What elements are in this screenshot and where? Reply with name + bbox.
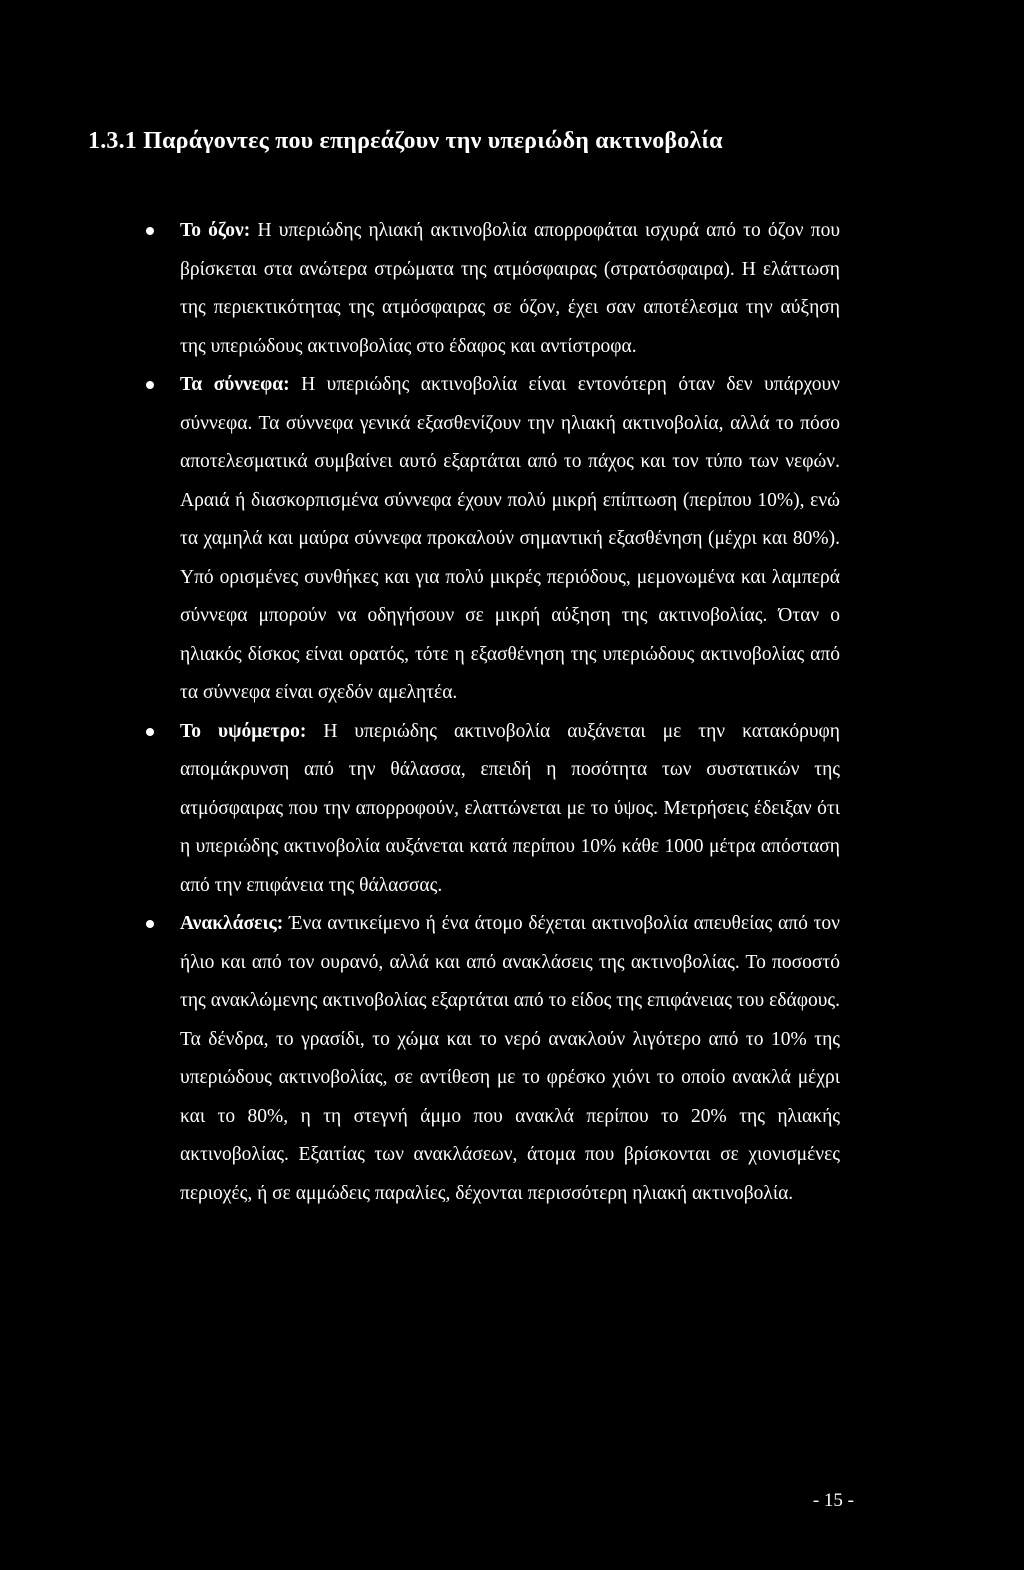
term-label: Ανακλάσεις:	[180, 913, 284, 934]
page-number: - 15 -	[812, 1490, 854, 1511]
list-item-altitude	[180, 713, 840, 906]
list-item-clouds	[180, 366, 840, 713]
term-label: Το υψόμετρο:	[180, 720, 307, 742]
bullet-icon	[146, 227, 154, 235]
factors-list	[0, 212, 1024, 1213]
term-label: Το όζον:	[180, 220, 251, 241]
item-text: Η υπεριώδης ακτινοβολία αυξάνεται με την κατακόρυφη απομάκρυνση από την θάλασσα, επειδή η ποσότητα των συστατικών της ατμόσφαιρας που την απορροφούν, ελαττώνεται με το ύψος. Μετρήσεις έδειξαν ότι η υπεριώδης ακτινοβολία αυξάνεται κατά περίπου 10% κάθε 1000 μέτρα απόσταση από την επιφάνεια της θάλασσας.	[180, 720, 840, 896]
term-label: Τα σύννεφα:	[180, 374, 290, 395]
section-heading: 1.3.1 Παράγοντες που επηρεάζουν την υπεριώδη ακτινοβολία	[88, 128, 723, 154]
bullet-icon	[146, 920, 154, 928]
bullet-icon	[146, 381, 154, 389]
list-item-ozone	[180, 212, 840, 366]
item-text: Η υπεριώδης ακτινοβολία είναι εντονότερη όταν δεν υπάρχουν σύννεφα. Τα σύννεφα γενικά εξασθενίζουν την ηλιακή ακτινοβολία, αλλά το πόσο αποτελεσματικά συμβαίνει αυτό εξαρτάται από το πάχος και τον τύπο των νεφών. Αραιά ή διασκορπισμένα σύννεφα έχουν πολύ μικρή επίπτωση (περίπου 10%), ενώ τα χαμηλά και μαύρα σύννεφα προκαλούν σημαντική εξασθένηση (μέχρι και 80%). Υπό ορισμένες συνθήκες και για πολύ μικρές περιόδους, μεμονωμένα και λαμπερά σύννεφα μπορούν να οδηγήσουν σε μικρή αύξηση της ακτινοβολίας. Όταν ο ηλιακός δίσκος είναι ορατός, τότε η εξασθένηση της υπεριώδους ακτινοβολίας από τα σύννεφα είναι σχεδόν αμελητέα.	[180, 374, 840, 703]
item-text: Η υπεριώδης ηλιακή ακτινοβολία απορροφάται ισχυρά από το όζον που βρίσκεται στα ανώτερα στρώματα της ατμόσφαιρας (στρατόσφαιρα). Η ελάττωση της περιεκτικότητας της ατμόσφαιρας σε όζον, έχει σαν αποτέλεσμα την αύξηση της υπεριώδους ακτινοβολίας στο έδαφος και αντίστροφα.	[180, 220, 840, 357]
list-item-reflections	[180, 905, 840, 1213]
item-text: Ένα αντικείμενο ή ένα άτομο δέχεται ακτινοβολία απευθείας από τον ήλιο και από τον ουρανό, αλλά και από ανακλάσεις της ακτινοβολίας. Το ποσοστό της ανακλώμενης ακτινοβολίας εξαρτάται από το είδος της επιφάνειας του εδάφους. Τα δένδρα, το γρασίδι, το χώμα και το νερό ανακλούν λιγότερο από το 10% της υπεριώδους ακτινοβολίας, σε αντίθεση με το φρέσκο χιόνι το οποίο ανακλά μέχρι και το 80%, η τη στεγνή άμμο που ανακλά περίπου το 20% της ηλιακής ακτινοβολίας. Εξαιτίας των ανακλάσεων, άτομα που βρίσκονται σε χιονισμένες περιοχές, ή σε αμμώδεις παραλίες, δέχονται περισσότερη ηλιακή ακτινοβολία.	[180, 913, 840, 1204]
bullet-icon	[146, 728, 154, 736]
